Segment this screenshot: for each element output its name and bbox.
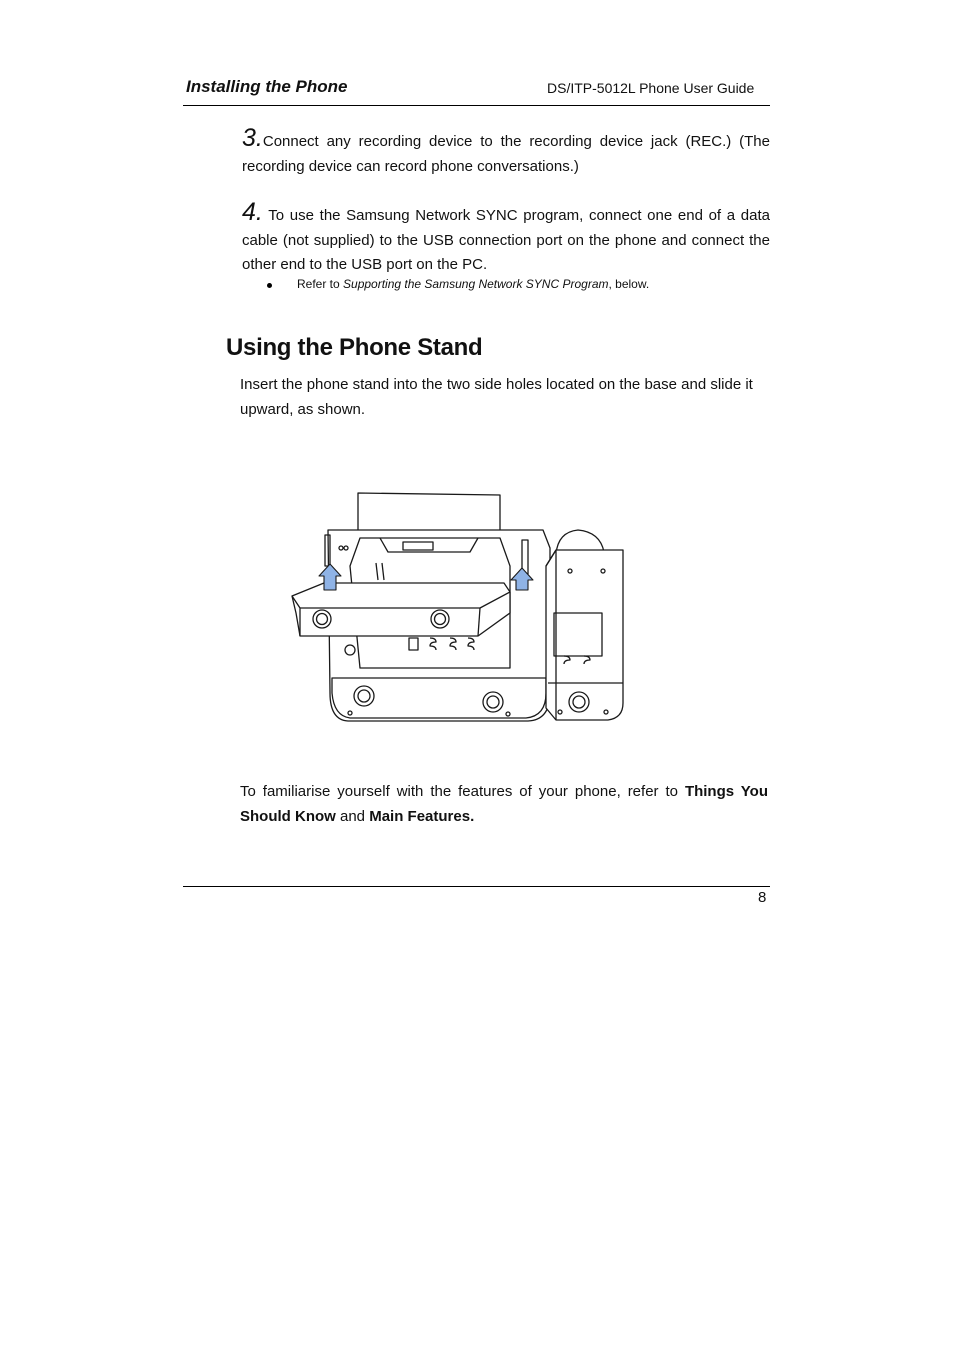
closing-text: To familiarise yourself with the features of your phone, refer to (240, 783, 685, 800)
closing-paragraph (240, 780, 768, 829)
closing-ref-things-you-should-know: Things You Should Know (240, 783, 768, 825)
section-intro: Insert the phone stand into the two side holes located on the base and slide it upward, as shown. (240, 376, 753, 418)
header-guide-title: DS/ITP-5012L Phone User Guide (547, 80, 755, 96)
phone-stand-illustration (288, 488, 628, 728)
bullet-suffix: , below. (608, 277, 650, 291)
bullet-text (297, 277, 649, 291)
bullet-prefix: Refer to (297, 277, 344, 291)
closing-text-mid: and (335, 807, 370, 825)
step-number: 3. (242, 124, 263, 152)
closing-ref-main-features: Main Features. (369, 807, 475, 825)
footer-rule (183, 886, 770, 887)
section-heading: Using the Phone Stand (226, 334, 483, 361)
bullet-reference: Supporting the Samsung Network SYNC Program (343, 277, 609, 291)
step-text: Connect any recording device to the recording device jack (REC.) (The recording device can record phone conversations.) (242, 133, 770, 175)
step-text: To use the Samsung Network SYNC program, connect one end of a data cable (not supplied) to the USB connection port on the phone and connect the other end to the USB port on the PC. (242, 207, 770, 273)
step-number: 4. (242, 198, 263, 226)
step-3 (242, 126, 770, 179)
page-number: 8 (758, 889, 767, 906)
header-section-title: Installing the Phone (186, 77, 348, 96)
step-4 (242, 200, 770, 278)
bullet-dot (267, 283, 272, 288)
header-rule (183, 105, 770, 106)
